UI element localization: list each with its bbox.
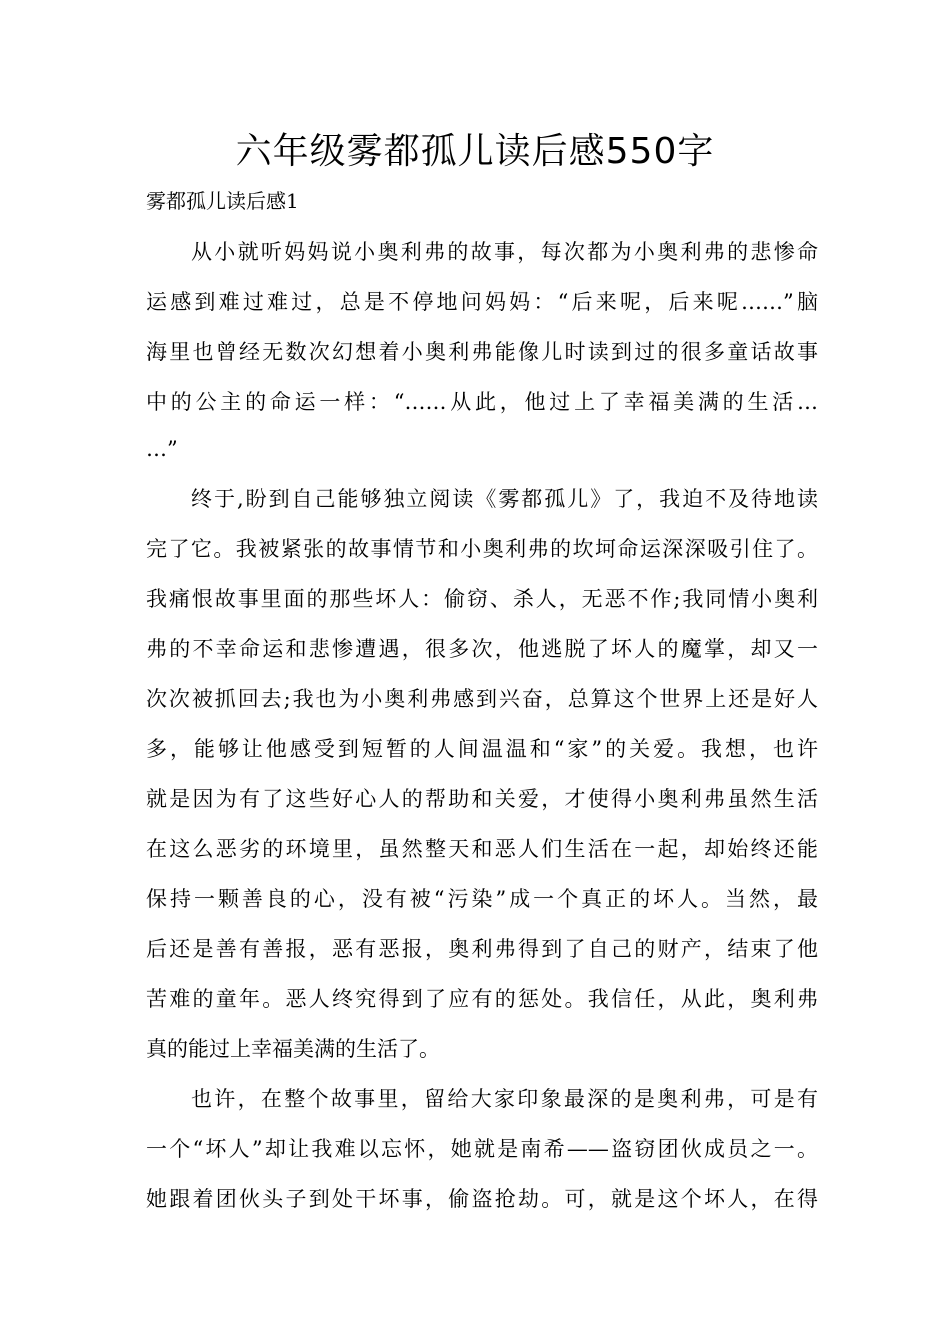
paragraph-line: 在这么恶劣的环境里，虽然整天和恶人们生活在一起，却始终还能 <box>146 837 818 861</box>
paragraph-line: 终于,盼到自己能够独立阅读《雾都孤儿》了，我迫不及待地读 <box>191 487 818 511</box>
paragraph-line: 海里也曾经无数次幻想着小奥利弗能像儿时读到过的很多童话故事 <box>146 340 818 364</box>
paragraph-line: 保持一颗善良的心，没有被“污染”成一个真正的坏人。当然，最 <box>146 887 818 911</box>
paragraph-line: …” <box>146 437 178 461</box>
paragraph-line: 就是因为有了这些好心人的帮助和关爱，才使得小奥利弗虽然生活 <box>146 787 818 811</box>
paragraph-line: 她跟着团伙头子到处干坏事，偷盗抢劫。可，就是这个坏人，在得 <box>146 1187 818 1211</box>
paragraph-line: 中的公主的命运一样：“……从此，他过上了幸福美满的生活… <box>146 390 818 414</box>
paragraph-line: 真的能过上幸福美满的生活了。 <box>146 1037 440 1061</box>
paragraph-line: 后还是善有善报，恶有恶报，奥利弗得到了自己的财产，结束了他 <box>146 937 818 961</box>
paragraph-line: 弗的不幸命运和悲惨遭遇，很多次，他逃脱了坏人的魔掌，却又一 <box>146 637 818 661</box>
document-title: 六年级雾都孤儿读后感550字 <box>235 131 715 172</box>
paragraph-line: 完了它。我被紧张的故事情节和小奥利弗的坎坷命运深深吸引住了。 <box>146 537 818 561</box>
paragraph-line: 苦难的童年。恶人终究得到了应有的惩处。我信任，从此，奥利弗 <box>146 987 818 1011</box>
paragraph-line: 多，能够让他感受到短暂的人间温温和“家”的关爱。我想，也许 <box>146 737 818 761</box>
paragraph-line: 运感到难过难过，总是不停地问妈妈：“后来呢，后来呢……”脑 <box>146 290 818 314</box>
section-heading: 雾都孤儿读后感1 <box>146 189 299 213</box>
paragraph-line: 我痛恨故事里面的那些坏人：偷窃、杀人，无恶不作;我同情小奥利 <box>146 587 818 611</box>
paragraph-line: 一个“坏人”却让我难以忘怀，她就是南希——盗窃团伙成员之一。 <box>146 1137 818 1161</box>
paragraph-line: 从小就听妈妈说小奥利弗的故事，每次都为小奥利弗的悲惨命 <box>191 240 818 264</box>
paragraph-line: 次次被抓回去;我也为小奥利弗感到兴奋，总算这个世界上还是好人 <box>146 687 818 711</box>
paragraph-line: 也许，在整个故事里，留给大家印象最深的是奥利弗，可是有 <box>191 1087 818 1111</box>
